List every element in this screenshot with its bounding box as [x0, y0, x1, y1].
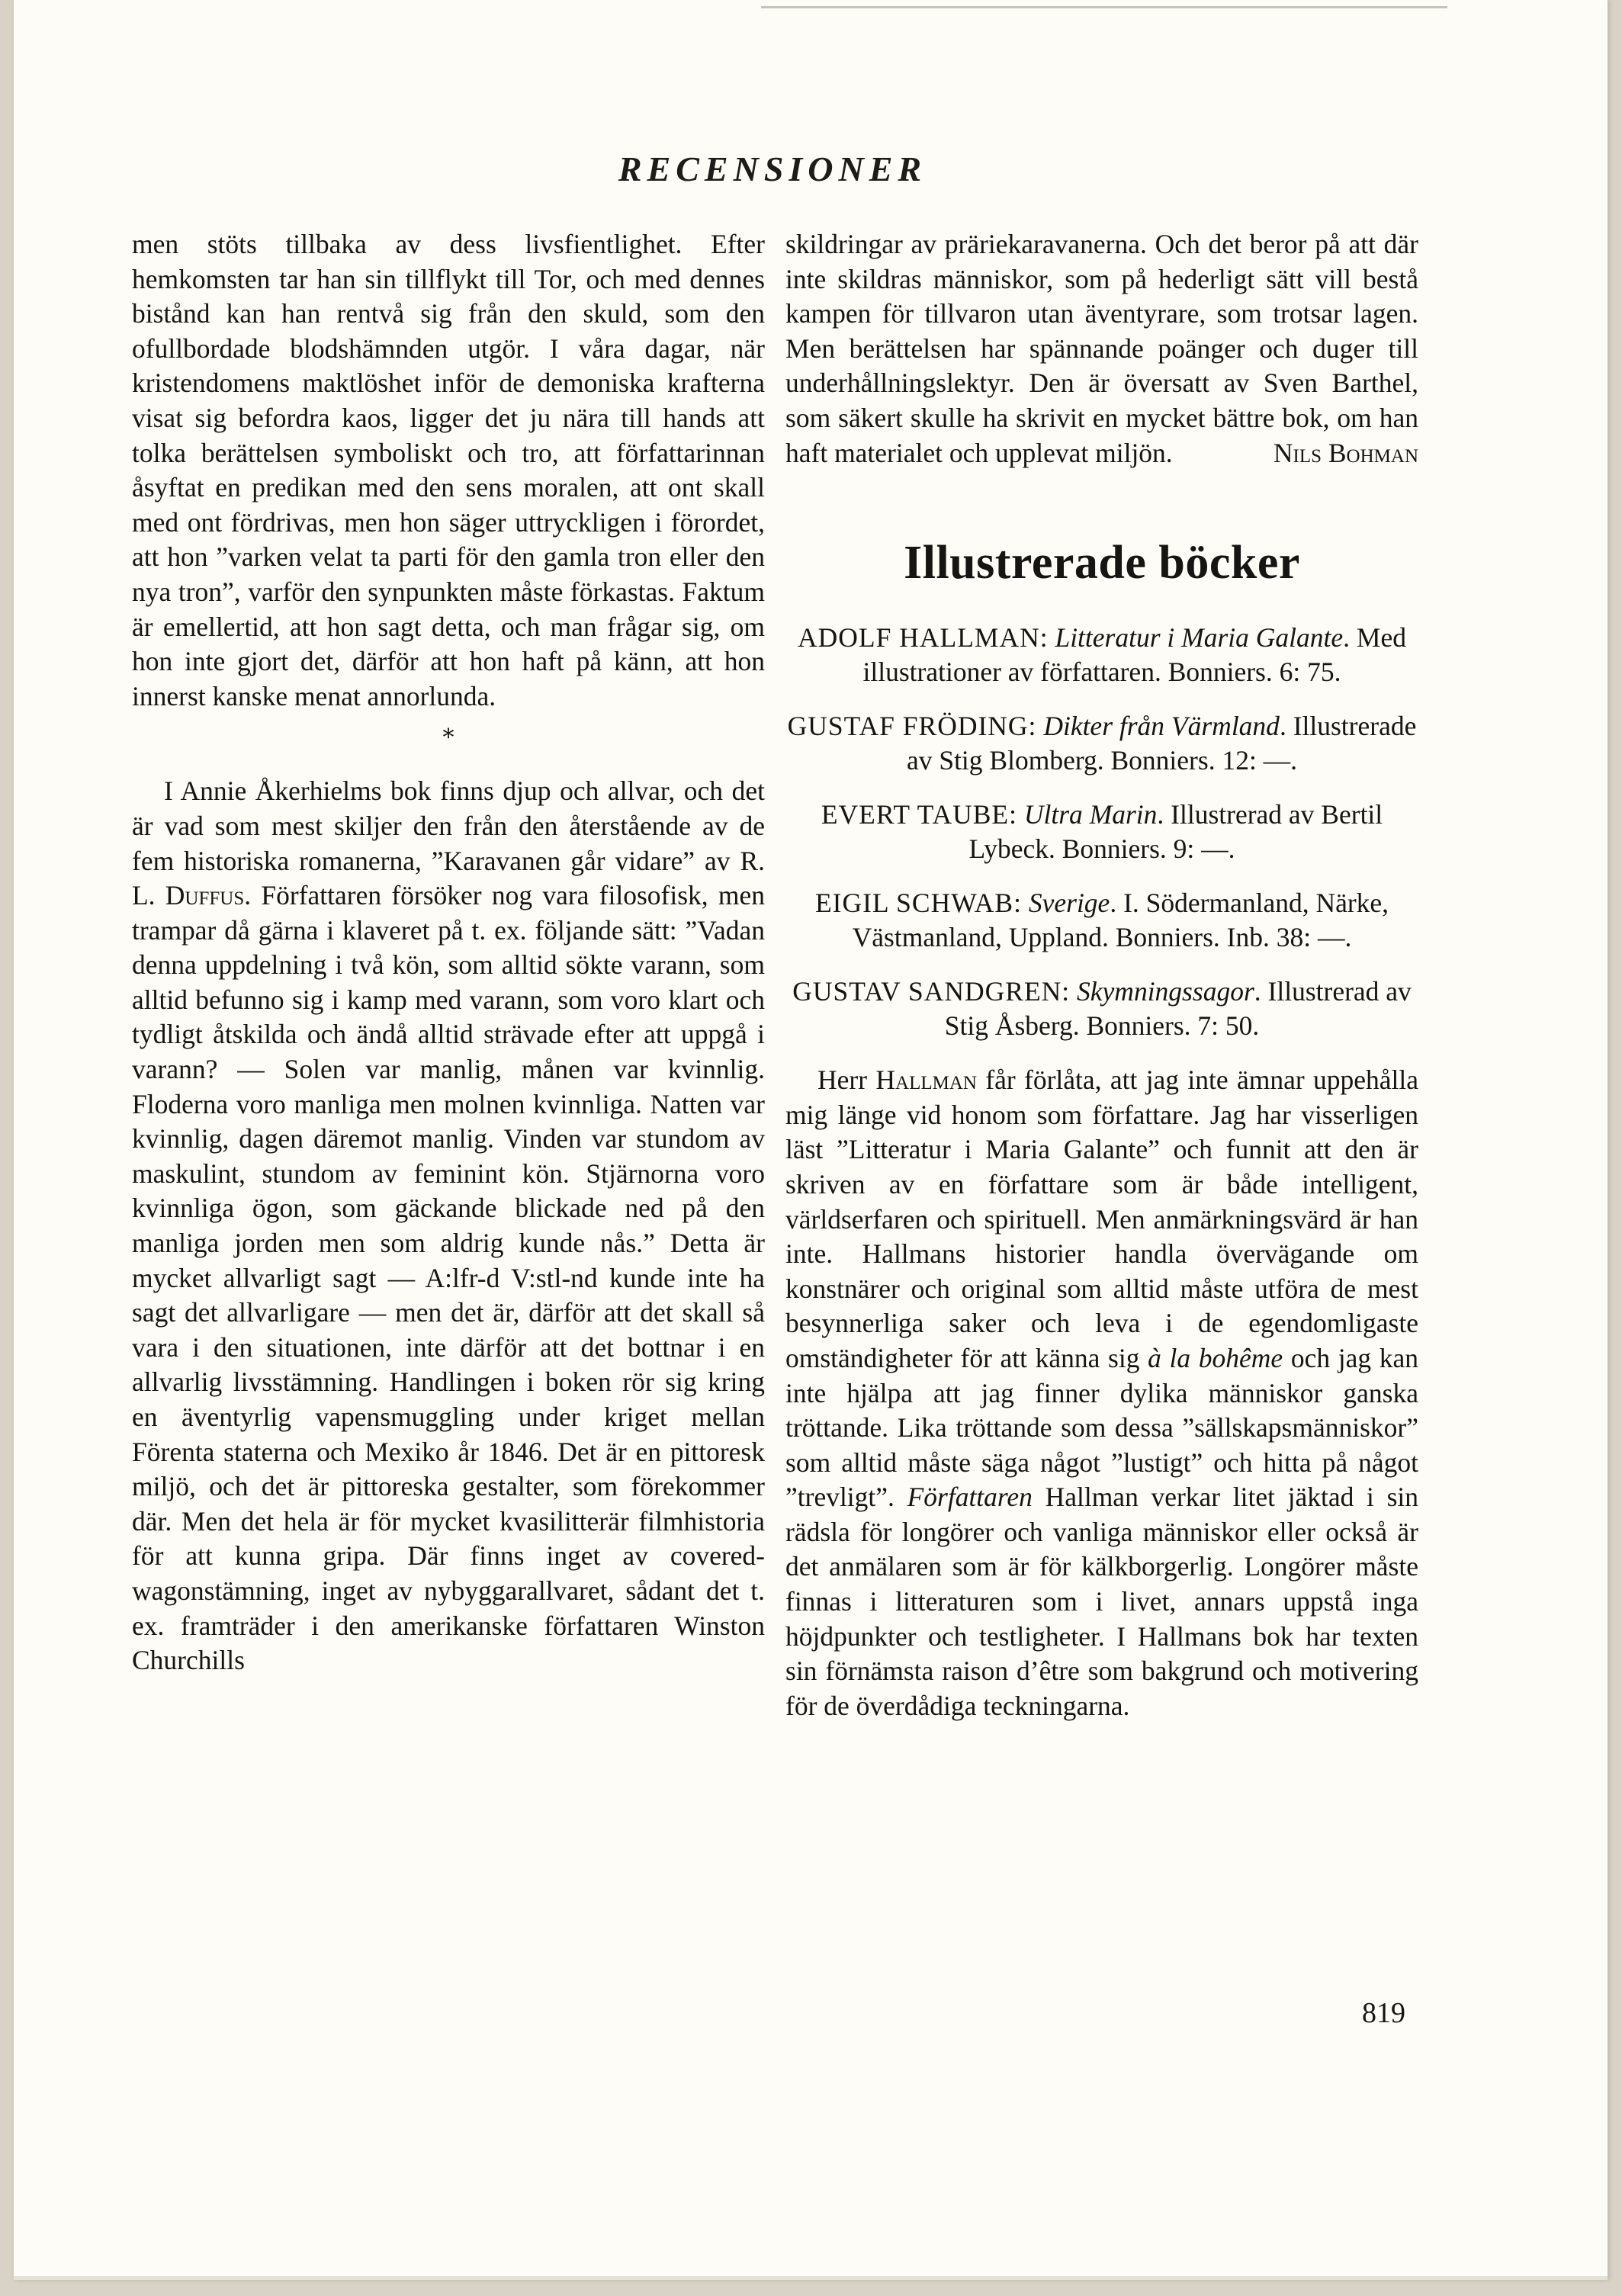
text-run: Herr	[817, 1065, 876, 1096]
book-details: . Illustrerad av Stig Åsberg. Bonniers. 7: 50.	[944, 976, 1412, 1042]
book-author: GUSTAF FRÖDING:	[787, 711, 1037, 742]
text-run: och jag kan inte hjälpa att jag finner dylika människor ganska tröttande. Lika tröttande som dessa ”sällskapsmänniskor” som alltid måste säga något ”lustigt” och hitta på något ”trevligt”.	[785, 1342, 1418, 1513]
book-entry	[785, 798, 1418, 866]
reviewer-signature: Nils Bohman	[1273, 437, 1418, 468]
left-column	[132, 227, 765, 1678]
book-entry	[785, 709, 1418, 778]
italic-phrase: à la bohême	[1148, 1342, 1283, 1373]
book-entry	[785, 886, 1418, 955]
italic-phrase: Författaren	[907, 1482, 1033, 1513]
section-separator: *	[442, 724, 454, 752]
text-run: skildringar av präriekaravanerna. Och det beror på att där inte skildras människor, som på hederligt sätt vill bestå kampen för tillvaron utan äventyrare, som trotsar lagen. Men berättelsen har spännande poänger och duger till underhållningslektyr. Den är översatt av Sven Barthel, som säkert skulle ha skrivit en mycket bättre bok, om han haft materialet och upplevat miljön.	[785, 229, 1418, 468]
book-details: . I. Södermanland, Närke, Västmanland, Uppland. Bonniers. Inb. 38: —.	[852, 888, 1389, 953]
book-title: Litteratur i Maria Galante	[1055, 622, 1344, 653]
top-edge-rule	[761, 6, 1447, 8]
author-name-duffus: Duffus	[165, 880, 245, 911]
right-column	[785, 227, 1418, 1723]
book-title: Dikter från Värmland	[1043, 711, 1280, 742]
review-paragraph: men stöts tillbaka av dess livsfientlighet. Efter hemkomsten tar han sin tillflykt till Tor, och med dennes bistånd kan han rentvå sig från den skuld, som den ofullbordade blodshämnden utgör. I våra dagar, när kristendomens maktlöshet inför de demoniska krafterna visat sig befordra kaos, ligger det ju nära till hands att tolka berättelsen symboliskt och tro, att författarinnan åsyftat en predikan med den sens moralen, att ont skall med ont fördrivas, men hon säger uttryckligen i förordet, att hon ”varken velat ta parti för den gamla tron eller den nya tron”, varför den synpunkten måste förkastas. Faktum är emellertid, att hon sagt detta, och man frågar sig, om hon inte gjort det, därför att hon haft på känn, att hon innerst kanske menat annorlunda.	[132, 229, 765, 711]
book-entry	[785, 975, 1418, 1043]
book-title: Skymningssagor	[1077, 976, 1254, 1007]
book-details: . Illustrerade av Stig Blomberg. Bonniers. 12: —.	[906, 711, 1417, 776]
section-heading: Illustrerade böcker	[904, 537, 1300, 589]
magazine-page	[14, 0, 1608, 2280]
page-bottom-edge	[14, 2276, 1608, 2280]
text-run: . Författaren försöker nog vara filosofisk, men trampar då gärna i klaveret på t. ex. följande sätt: ”Vadan denna uppdelning i två kön, som alltid sökte varann, som alltid befunno sig i kamp med varann, som voro klart och tydligt åtskilda och ändå alltid strävade efter att uppgå i varann? — Solen var manlig, månen var kvinnlig. Floderna voro manliga men molnen kvinnliga. Natten var kvinnlig, dagen däremot manlig. Vinden var stundom av maskulint, stundom av feminint kön. Stjärnorna voro kvinnliga ögon, som gäckande blickade ned på den manliga jorden men som aldrig kunde nås.” Detta är mycket allvarligt sagt — A:lfr-d V:stl-nd kunde inte ha sagt det allvarligare — men det är, därför att det skall så vara i den situationen, inte därför att det bottnar i en allvarlig livsstämning. Handlingen i boken rör sig kring en äventyrlig vapensmuggling under kriget mellan Förenta staterna och Mexiko år 1846. Det är en pittoresk miljö, och det är pittoreska gestalter, som förekommer där. Men det hela är för mycket kvasilitterär filmhistoria för att kunna gripa. Där finns inget av covered-wagonstämning, inget av nybyggarallvaret, sådant det t. ex. framträder i den amerikanske författaren Winston Churchills	[132, 880, 765, 1676]
book-list	[785, 621, 1418, 1043]
text-run: I Annie Åkerhielms bok finns djup och allvar, och det är vad som mest skiljer den från den återstående av de fem historiska romanerna, ”Karavanen går vidare” av R. L.	[132, 776, 765, 911]
book-title: Ultra Marin	[1023, 799, 1158, 830]
text-run: får förlåta, att jag inte ämnar uppehålla mig länge vid honom som författare. Jag har visserligen läst ”Litteratur i Maria Galante” och funnit att den är skriven av en författare som är både intelligent, världserfaren och spirituell. Men anmärkningsvärd är han inte. Hallmans historier handla övervägande om konstnärer och original som alltid måste utföra de mest besynnerliga saker och leva i de egendomligaste omständigheter för att känna sig	[785, 1065, 1418, 1373]
running-title: RECENSIONER	[618, 149, 927, 188]
author-name-hallman: Hallman	[875, 1065, 977, 1096]
book-entry	[785, 621, 1418, 689]
text-run: Hallman verkar litet jäktad i sin rädsla för longörer och vanliga människor eller också är det anmälaren som är för kälkborgerlig. Longörer måste finnas i litteraturen som i livet, annars uppstå inga höjdpunkter och testligheter. I Hallmans bok har texten sin förnämsta raison d’être som bakgrund och motivering för de överdådiga teckningarna.	[785, 1482, 1418, 1721]
page-number: 819	[1362, 1997, 1405, 2029]
book-author: EVERT TAUBE:	[821, 799, 1017, 830]
review-paragraph-hallman	[785, 1063, 1418, 1723]
book-author: EIGIL SCHWAB:	[814, 888, 1022, 919]
review-paragraph-karavanen	[132, 774, 765, 1678]
book-author: GUSTAV SANDGREN:	[792, 976, 1071, 1007]
review-paragraph-continued	[785, 227, 1418, 470]
book-title: Sverige	[1028, 888, 1110, 919]
book-details: . Med illustrationer av författaren. Bonniers. 6: 75.	[862, 622, 1406, 688]
book-details: . Illustrerad av Bertil Lybeck. Bonniers. 9: —.	[968, 799, 1383, 865]
book-author: ADOLF HALLMAN:	[798, 622, 1049, 653]
